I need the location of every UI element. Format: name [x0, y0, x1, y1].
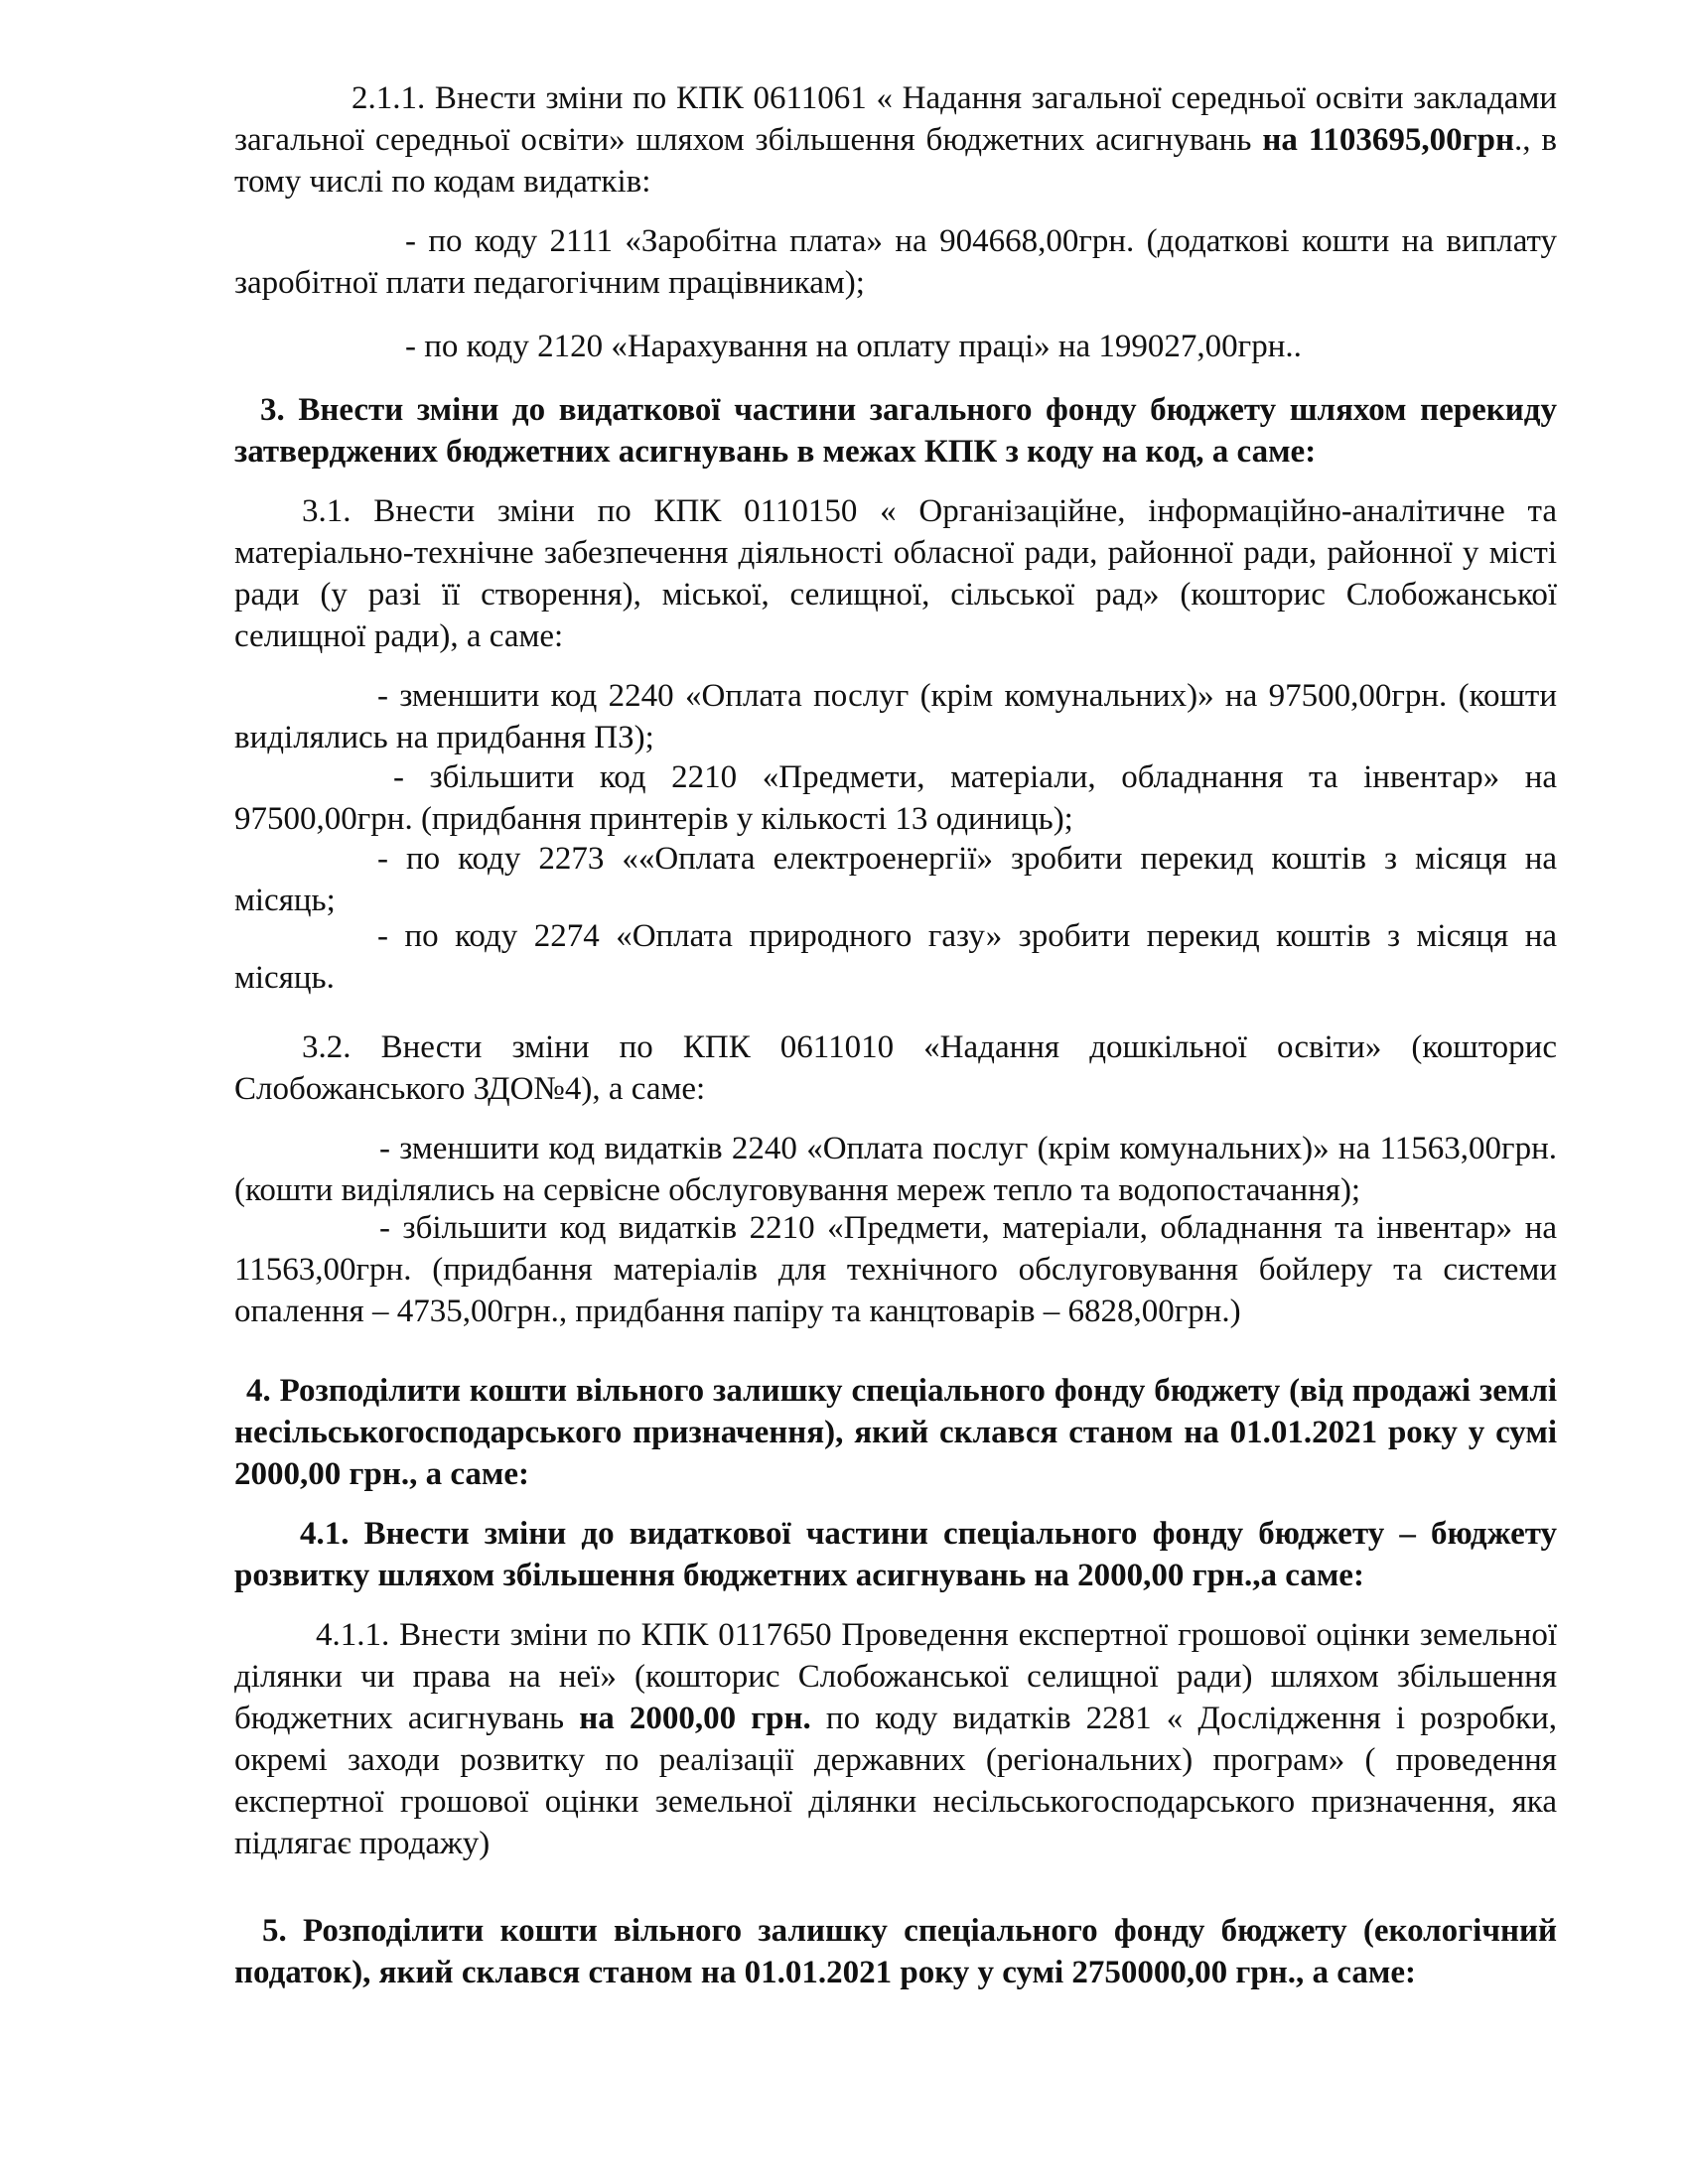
paragraph-2-1-1-text-1: 2.1.1. Внести зміни по КПК 0611061 « Надання загальної середньої освіти закладами загальної середньої освіти» шляхом збільшення бюджетних асигнувань: [234, 80, 1557, 158]
paragraph-2-1-1: [234, 77, 1557, 203]
paragraph-3-2: 3.2. Внести зміни по КПК 0611010 «Надання дошкільної освіти» (кошторис Слобожанського ЗДО№4), а саме:: [234, 1029, 1557, 1107]
section-4-heading: 4. Розподілити кошти вільного залишку спеціального фонду бюджету (від продажі землі несільськогосподарського призначення), який склався станом на 01.01.2021 року у сумі 2000,00 грн., а саме:: [234, 1373, 1557, 1492]
paragraph-4-1-1-text-1: 4.1.1. Внести зміни по КПК 0117650 Проведення експертної грошової оцінки земельної ділянки чи права на неї» (кошторис Слобожанської селищної ради) шляхом збільшення бюджетних асигнувань: [234, 1617, 1557, 1736]
list-item-decrease-2240-zdo: - зменшити код видатків 2240 «Оплата послуг (крім комунальних)» на 11563,00грн. (кошти виділялись на сервісне обслуговування мереж тепло та водопостачання);: [234, 1131, 1557, 1208]
section-3-heading: 3. Внести зміни до видаткової частини загального фонду бюджету шляхом перекиду затверджених бюджетних асигнувань в межах КПК з коду на код, а саме:: [234, 392, 1557, 470]
list-item-code-2273: - по коду 2273 ««Оплата електроенергії» зробити перекид коштів з місяця на місяць;: [234, 841, 1557, 918]
list-item-increase-2210-zdo: - збільшити код видатків 2210 «Предмети, матеріали, обладнання та інвентар» на 11563,00грн. (придбання матеріалів для технічного обслуговування бойлеру та системи опалення – 4735,00грн., придбання папіру та канцтоварів – 6828,00грн.): [234, 1210, 1557, 1329]
section-4-1-heading: 4.1. Внести зміни до видаткової частини спеціального фонду бюджету – бюджету розвитку шляхом збільшення бюджетних асигнувань на 2000,00 грн.,а саме:: [234, 1516, 1557, 1593]
paragraph-4-1-1: [234, 1614, 1557, 1864]
paragraph-4-1-1-text-2: по коду видатків 2281 « Дослідження і розробки, окремі заходи розвитку по реалізації державних (регіональних) програм» ( проведення експертної грошової оцінки земельної ділянки несільськогосподарського призначення, яка підлягає продажу): [234, 1701, 1557, 1861]
list-item-decrease-2240: - зменшити код 2240 «Оплата послуг (крім комунальних)» на 97500,00грн. (кошти виділялись на придбання ПЗ);: [234, 678, 1557, 755]
section-5-heading: 5. Розподілити кошти вільного залишку спеціального фонду бюджету (екологічний податок), який склався станом на 01.01.2021 року у сумі 2750000,00 грн., а саме:: [234, 1913, 1557, 1990]
paragraph-3-1: 3.1. Внести зміни по КПК 0110150 « Організаційне, інформаційно-аналітичне та матеріально-технічне забезпечення діяльності обласної ради, районної ради, районної у місті ради (у разі її створення), міської, селищної, сільської рад» (кошторис Слобожанської селищної ради), а саме:: [234, 493, 1557, 654]
list-item-code-2274: - по коду 2274 «Оплата природного газу» зробити перекид коштів з місяця на місяць.: [234, 918, 1557, 996]
paragraph-2-1-1-amount: на 1103695,00грн: [1262, 122, 1515, 158]
list-item-code-2111: - по коду 2111 «Заробітна плата» на 904668,00грн. (додаткові кошти на виплату заробітної плати педагогічним працівникам);: [234, 223, 1557, 301]
paragraph-2-1-1-text-2: ., в тому числі по кодам видатків:: [234, 122, 1558, 200]
list-item-increase-2210: - збільшити код 2210 «Предмети, матеріали, обладнання та інвентар» на 97500,00грн. (придбання принтерів у кількості 13 одиниць);: [234, 759, 1557, 837]
paragraph-4-1-1-amount: на 2000,00 грн.: [579, 1701, 811, 1736]
list-item-code-2120: - по коду 2120 «Нарахування на оплату праці» на 199027,00грн..: [405, 329, 1302, 364]
